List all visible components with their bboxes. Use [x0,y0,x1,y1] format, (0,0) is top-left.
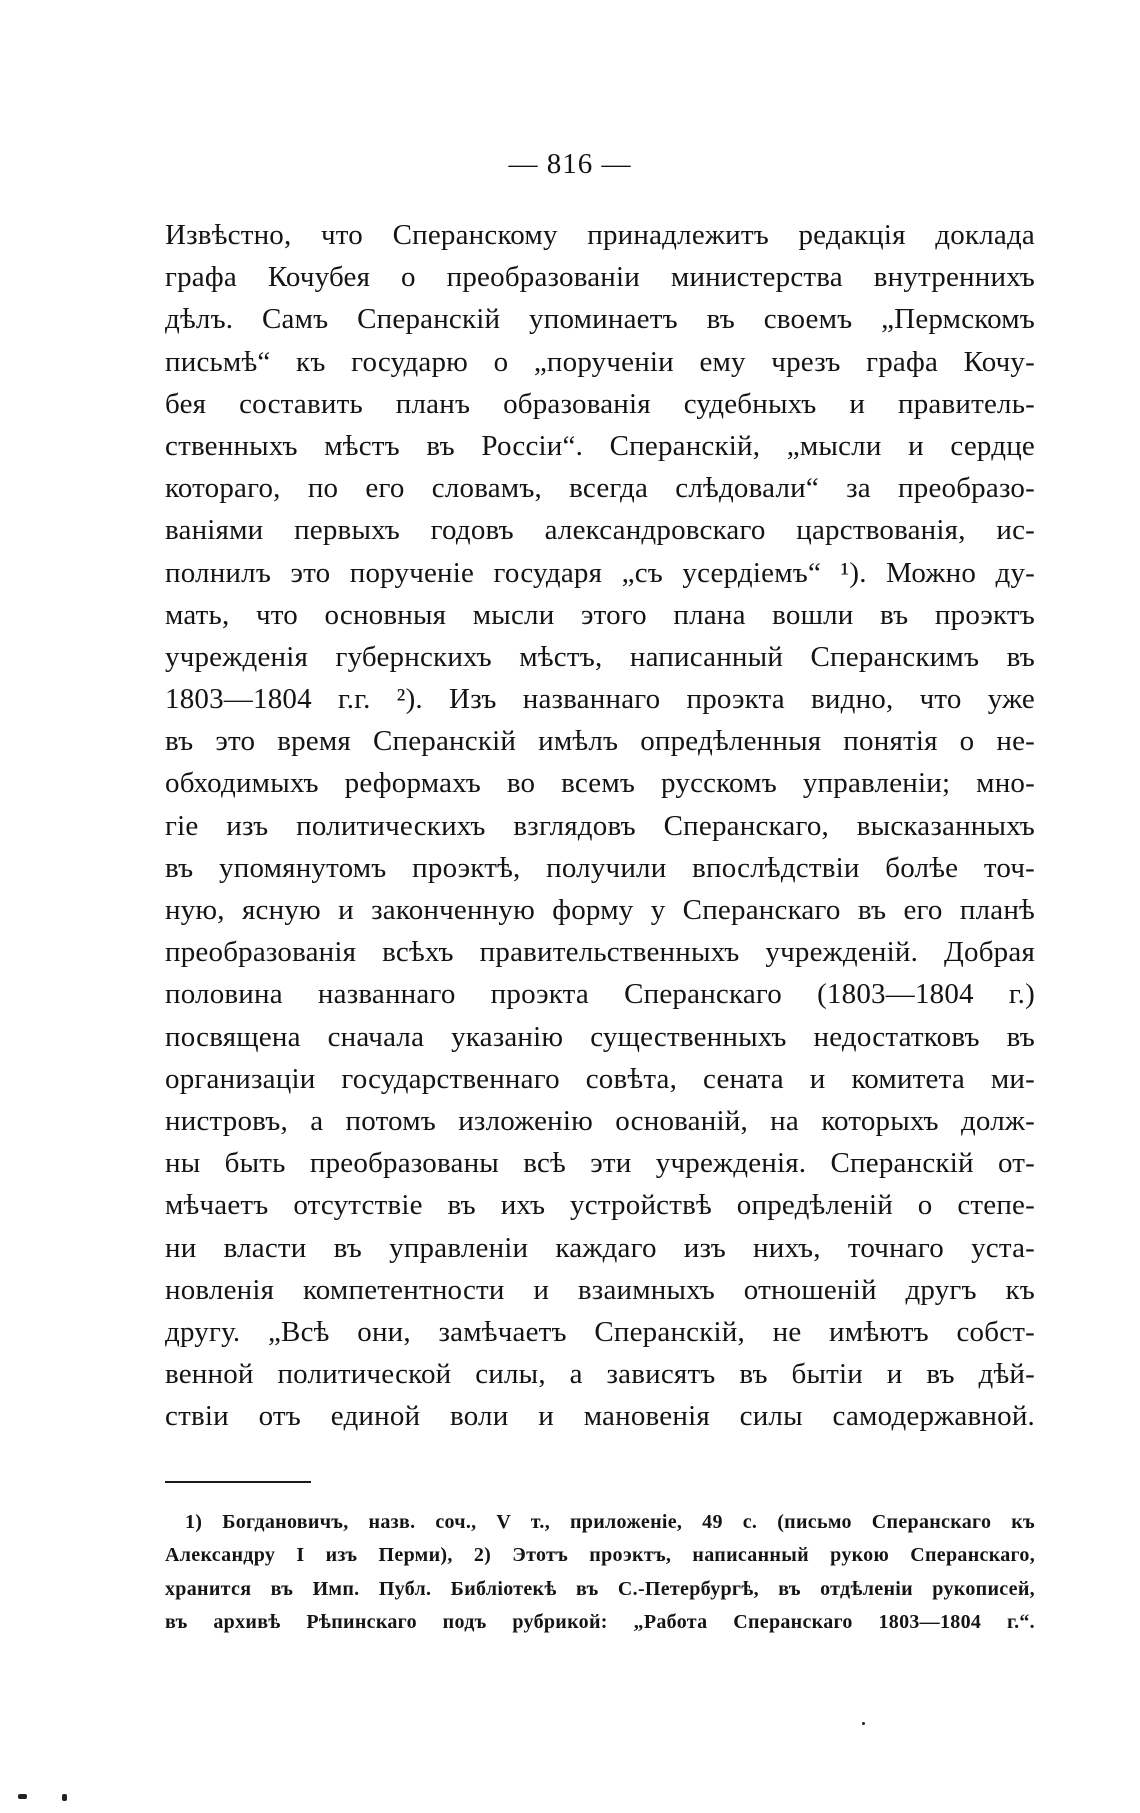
footnote-line: Александру I изъ Перми), 2) Этотъ проэктъ, написанный рукою Сперанскаго, [165,1544,1035,1567]
text-line: письмѣ“ къ государю о „порученіи ему чрезъ графа Кочу- [165,345,1035,378]
text-line: нистровъ, а потомъ изложенію основаній, на которыхъ долж- [165,1104,1035,1137]
text-line: учрежденія губернскихъ мѣстъ, написанный Сперанскимъ въ [165,640,1035,673]
text-line: венной политической силы, а зависятъ въ бытіи и въ дѣй- [165,1358,1035,1391]
text-line: мать, что основныя мысли этого плана вошли въ проэктъ [165,598,1035,631]
footnotes-block [165,1506,1035,1639]
text-line: другу. „Всѣ они, замѣчаетъ Сперанскій, не имѣютъ собст- [165,1315,1035,1348]
text-line: въ упомянутомъ проэктѣ, получили впослѣдствіи болѣе точ- [165,851,1035,884]
text-line: ваніями первыхъ годовъ александровскаго царствованія, ис- [165,514,1035,547]
text-line: ны быть преобразованы всѣ эти учрежденія. Сперанскій от- [165,1147,1035,1180]
page-number: — 816 — [508,148,632,180]
text-line: организаціи государственнаго совѣта, сената и комитета ми- [165,1062,1035,1095]
footnote-line: хранится въ Имп. Публ. Библіотекѣ въ С.-Петербургѣ, въ отдѣленіи рукописей, [165,1577,1035,1600]
text-line: мѣчаетъ отсутствіе въ ихъ устройствѣ опредѣленій о степе- [165,1189,1035,1222]
text-line: Извѣстно, что Сперанскому принадлежитъ редакція доклада [165,219,1035,251]
text-line: дѣлъ. Самъ Сперанскій упоминаетъ въ своемъ „Пермскомъ [165,303,1035,336]
main-text-block [165,214,1035,1437]
text-line: ни власти въ управленіи каждаго изъ нихъ, точнаго уста- [165,1231,1035,1264]
footnote-divider [165,1481,311,1483]
scan-speck [18,1794,27,1799]
text-line: новленія компетентности и взаимныхъ отношеній другъ къ [165,1273,1035,1306]
text-line: 1803—1804 г.г. ²). Изъ названнаго проэкта видно, что уже [165,683,1035,716]
text-line: котораго, по его словамъ, всегда слѣдовали“ за преобразо- [165,472,1035,505]
text-line: половина названнаго проэкта Сперанскаго (1803—1804 г.) [165,978,1035,1011]
footnote-line: 1) Богдановичъ, назв. соч., V т., приложеніе, 49 с. (письмо Сперанскаго къ [185,1511,1035,1533]
scan-speck [862,1722,865,1725]
text-line: посвящена сначала указанію существенныхъ недостатковъ въ [165,1020,1035,1053]
text-line: преобразованія всѣхъ правительственныхъ учрежденій. Добрая [165,936,1035,969]
text-line: графа Кочубея о преобразованіи министерства внутреннихъ [165,261,1035,294]
footnote-line: въ архивѣ Рѣпинскаго подъ рубрикой: „Работа Сперанскаго 1803—1804 г.“. [165,1610,1035,1633]
scan-speck [62,1794,67,1801]
text-line: полнилъ это порученіе государя „съ усердіемъ“ ¹). Можно ду- [165,556,1035,589]
text-line: ственныхъ мѣстъ въ Россіи“. Сперанскій, „мысли и сердце [165,429,1035,462]
text-line: ствіи отъ единой воли и мановенія силы самодержавной. [165,1400,1035,1433]
text-line: бея составить планъ образованія судебныхъ и правитель- [165,387,1035,420]
text-line: ную, ясную и законченную форму у Сперанскаго въ его планѣ [165,894,1035,926]
text-line: въ это время Сперанскій имѣлъ опредѣленныя понятія о не- [165,725,1035,758]
text-line: гіе изъ политическихъ взглядовъ Сперанскаго, высказанныхъ [165,809,1035,842]
text-line: обходимыхъ реформахъ во всемъ русскомъ управленіи; мно- [165,767,1035,800]
